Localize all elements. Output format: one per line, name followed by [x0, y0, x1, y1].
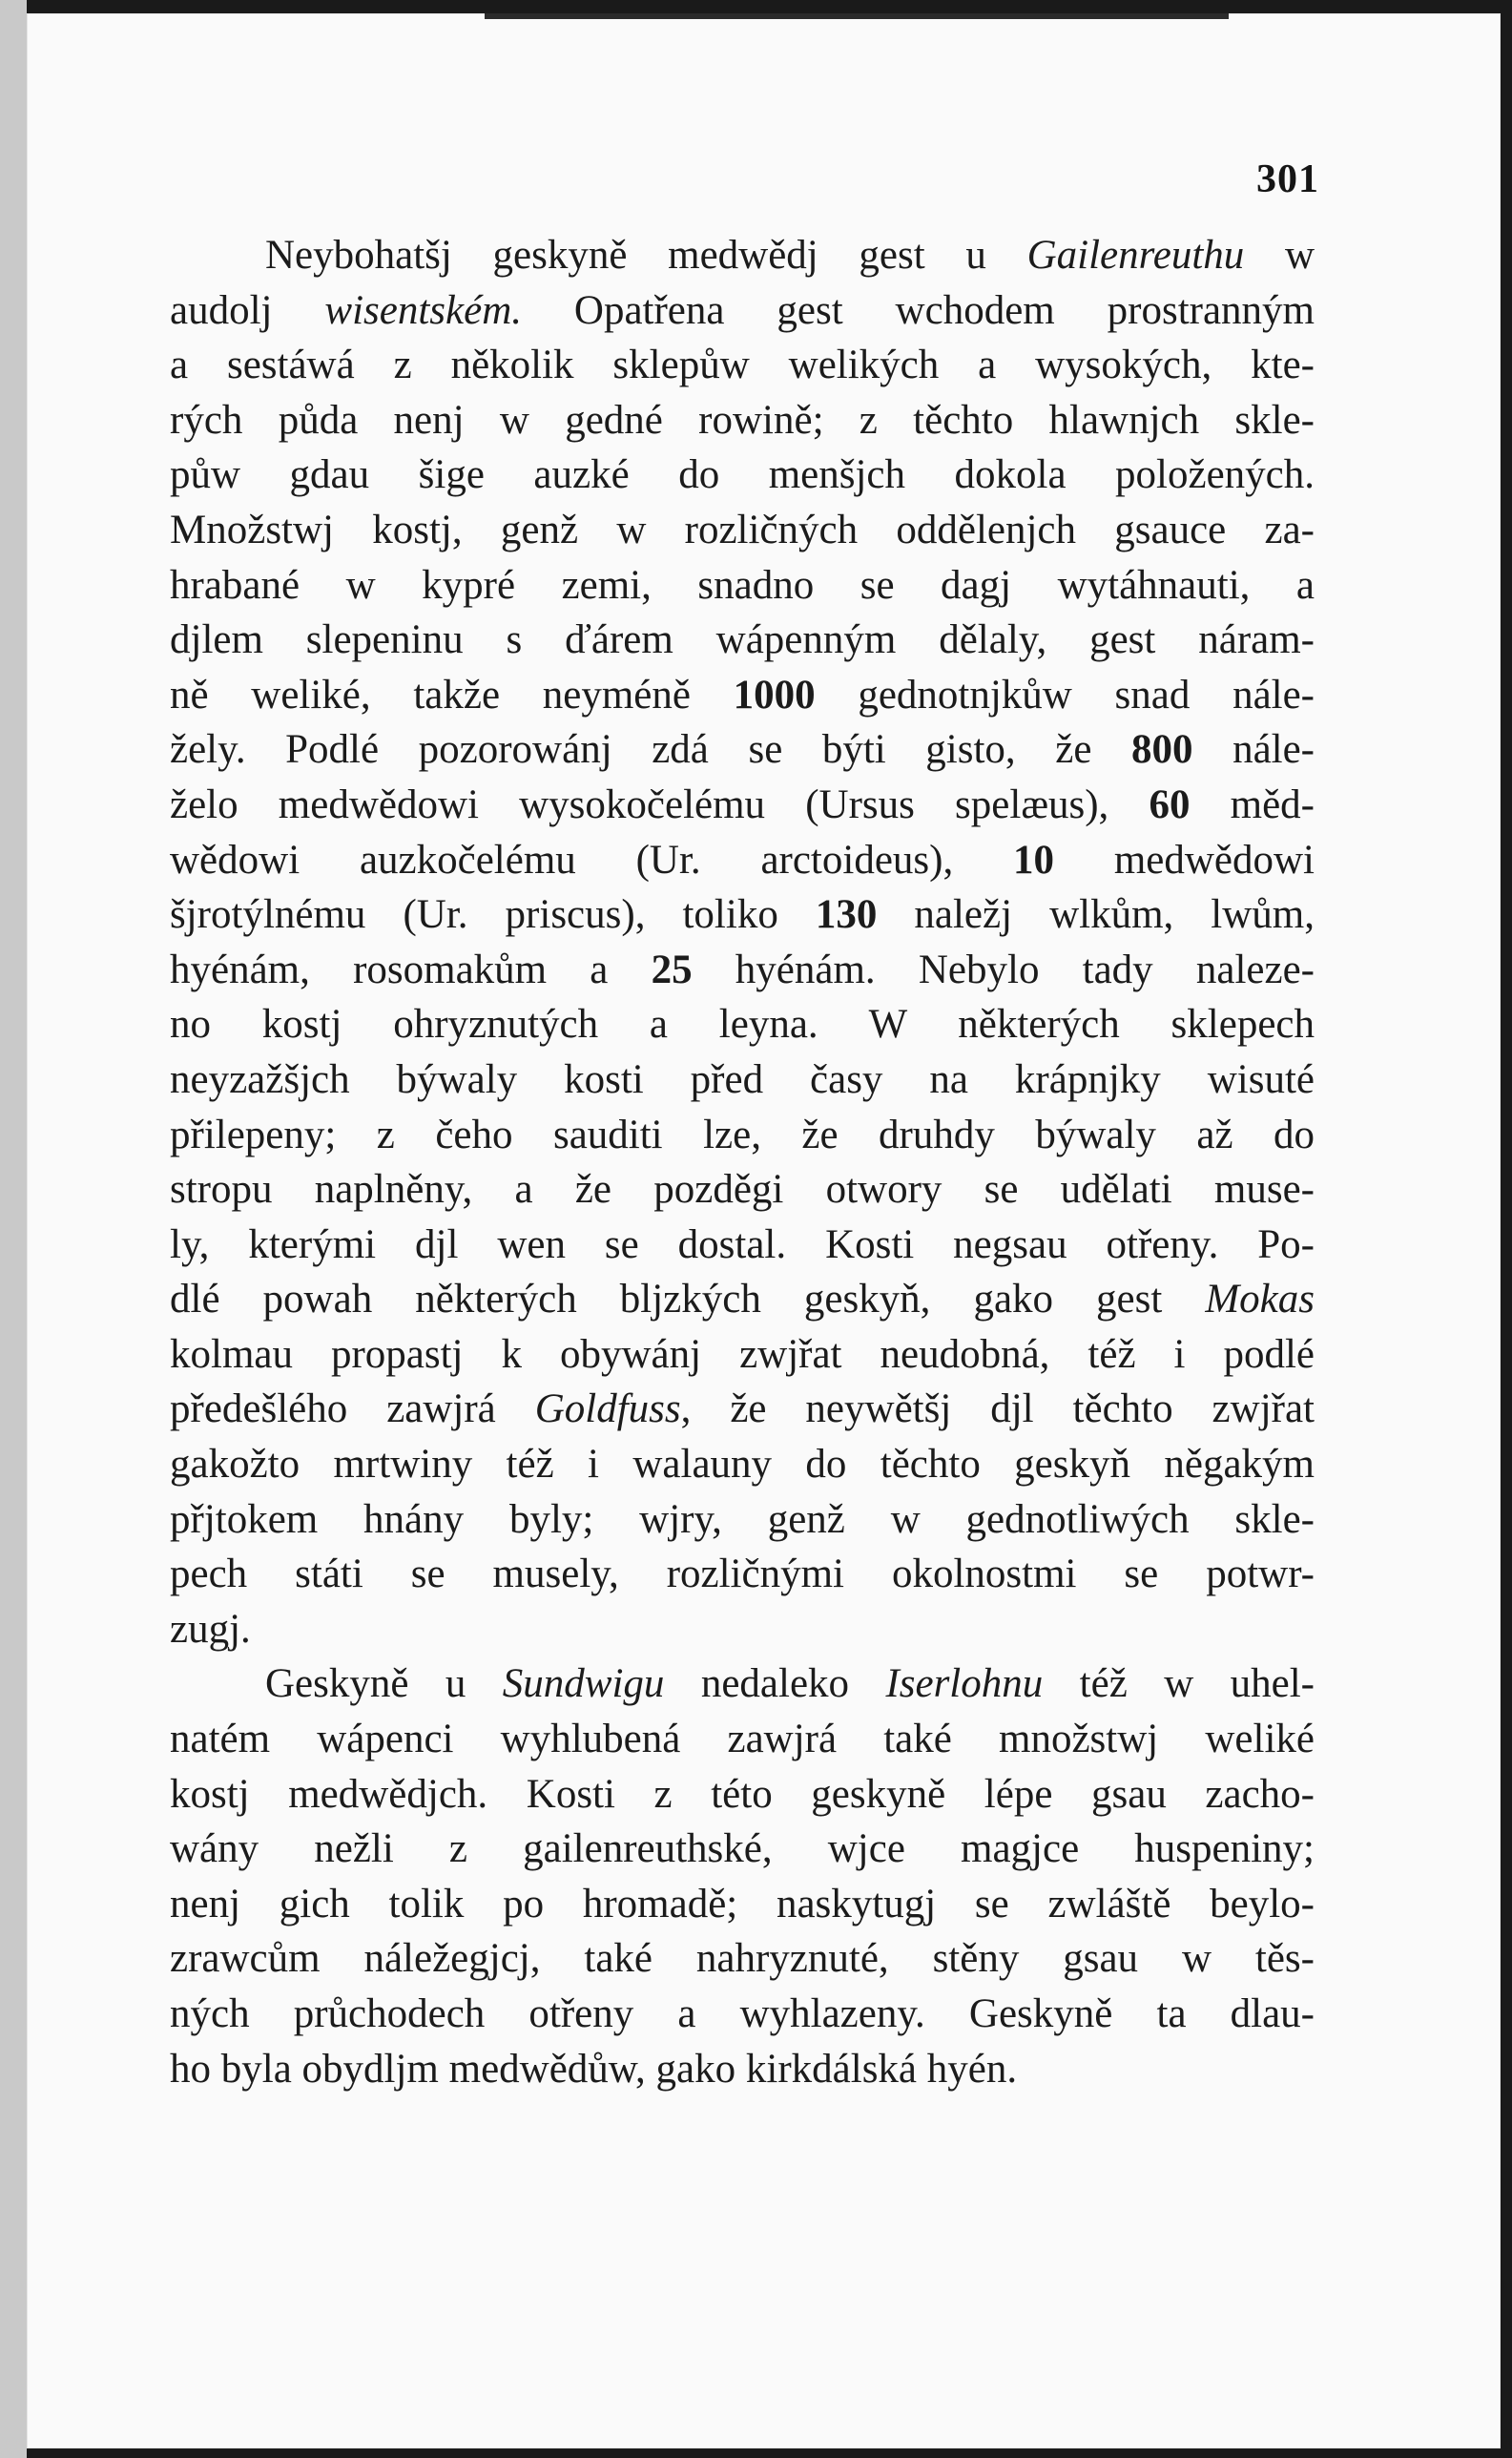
- bold-number: 25: [651, 947, 693, 992]
- text-run: přilepeny; z čeho sauditi lze, že druhdy býwaly až do: [170, 1112, 1315, 1157]
- text-run: stropu naplněny, a že pozděgi otwory se udělati muse-: [170, 1167, 1315, 1213]
- text-line: [170, 1108, 1315, 1163]
- italic-term: Sundwigu: [502, 1661, 665, 1707]
- text-line: [170, 887, 1315, 943]
- text-run: medwědowi: [1054, 837, 1315, 883]
- text-line: [170, 1656, 1315, 1712]
- text-run: kostj medwědjch. Kosti z této geskyně lépe gsau zacho-: [170, 1771, 1315, 1817]
- text-line: [170, 1877, 1315, 1932]
- text-run: nále-: [1192, 727, 1315, 773]
- text-line: [170, 668, 1315, 723]
- italic-term: wisentském.: [324, 287, 522, 333]
- text-line: [170, 448, 1315, 503]
- text-line: [170, 778, 1315, 833]
- text-line: [170, 1437, 1315, 1492]
- text-run: gednotnjkůw snad nále-: [815, 672, 1315, 718]
- text-line: [170, 1822, 1315, 1877]
- text-line: [170, 1272, 1315, 1327]
- text-line: [170, 613, 1315, 668]
- text-run: wědowi auzkočelému (Ur. arctoideus),: [170, 837, 1014, 883]
- text-line: [170, 1162, 1315, 1218]
- text-run: zugj.: [170, 1606, 251, 1652]
- text-line: [170, 1602, 1315, 1657]
- text-run: šjrotýlnému (Ur. priscus), toliko: [170, 892, 816, 938]
- text-line: [170, 1767, 1315, 1823]
- bold-number: 10: [1013, 837, 1055, 883]
- text-run: , že neywětšj djl těchto zwjřat: [680, 1386, 1315, 1432]
- text-run: gakožto mrtwiny též i walauny do těchto geskyň něgakým: [170, 1442, 1315, 1488]
- text-line: [170, 1218, 1315, 1273]
- text-run: půw gdau šige auzké do menšjch dokola položených.: [170, 452, 1315, 498]
- bold-number: 800: [1131, 727, 1193, 773]
- paragraph-1: [170, 228, 1315, 1656]
- text-run: ho byla obydljm medwědůw, gako kirkdálská hyén.: [170, 2046, 1018, 2092]
- text-run: djlem slepeninu s ďárem wápenným dělaly, gest náram-: [170, 617, 1315, 663]
- text-run: w: [1244, 233, 1315, 278]
- text-run: přjtokem hnány byly; wjry, genž w gednotliwých skle-: [170, 1496, 1315, 1542]
- text-run: audolj: [170, 287, 325, 333]
- text-line: [170, 943, 1315, 998]
- text-run: ly, kterými djl wen se dostal. Kosti negsau otřeny. Po-: [170, 1221, 1315, 1267]
- bold-number: 60: [1149, 781, 1191, 827]
- text-line: [170, 2042, 1315, 2097]
- text-line: [170, 1327, 1315, 1383]
- text-run: rých půda nenj w gedné rowině; z těchto hlawnjch skle-: [170, 397, 1315, 443]
- text-line: [170, 997, 1315, 1052]
- text-run: žely. Podlé pozorowánj zdá se býti gisto, že: [170, 727, 1131, 773]
- body-text: [170, 228, 1315, 2096]
- text-run: natém wápenci wyhlubená zawjrá také množstwj weliké: [170, 1717, 1315, 1762]
- text-run: naležj wlkům, lwům,: [877, 892, 1315, 938]
- italic-term: Mokas: [1205, 1277, 1315, 1323]
- text-line: [170, 1547, 1315, 1602]
- italic-term: Gailenreuthu: [1026, 233, 1245, 278]
- book-page: [27, 13, 1501, 2448]
- text-run: no kostj ohryznutých a leyna. W některých sklepech: [170, 1002, 1315, 1048]
- text-line: [170, 1987, 1315, 2042]
- text-run: wány nežli z gailenreuthské, wjce magjce huspeniny;: [170, 1826, 1315, 1872]
- text-run: nenj gich tolik po hromadě; naskytugj se zwláště beylo-: [170, 1881, 1315, 1927]
- text-run: měd-: [1190, 781, 1315, 827]
- text-line: [170, 558, 1315, 614]
- text-line: [170, 1712, 1315, 1767]
- scan-top-border: [485, 13, 1229, 19]
- page-number: 301: [1256, 157, 1319, 201]
- text-run: zrawcům náležegjcj, také nahryznuté, stěny gsau w těs-: [170, 1936, 1315, 1982]
- text-line: [170, 1382, 1315, 1437]
- text-run: dlé powah některých bljzkých geskyň, gako gest: [170, 1277, 1206, 1323]
- text-line: [170, 228, 1315, 283]
- text-line: [170, 722, 1315, 778]
- text-line: [170, 1052, 1315, 1108]
- italic-term: Goldfuss: [534, 1386, 681, 1432]
- text-run: hyénám. Nebylo tady naleze-: [692, 947, 1315, 992]
- text-run: Neybohatšj geskyně medwědj gest u: [265, 233, 1027, 278]
- text-run: kolmau propastj k obywánj zwjřat neudobná, též i podlé: [170, 1331, 1315, 1377]
- text-run: též w uhel-: [1043, 1661, 1315, 1707]
- text-line: [170, 393, 1315, 448]
- text-run: želo medwědowi wysokočelému (Ursus spelæus),: [170, 781, 1150, 827]
- paragraph-2: [170, 1656, 1315, 2096]
- text-run: ných průchodech otřeny a wyhlazeny. Geskyně ta dlau-: [170, 1991, 1315, 2036]
- bold-number: 130: [815, 892, 878, 938]
- text-line: [170, 283, 1315, 339]
- text-line: [170, 1492, 1315, 1548]
- text-line: [170, 1931, 1315, 1987]
- text-run: hrabané w kypré zemi, snadno se dagj wytáhnauti, a: [170, 562, 1315, 608]
- text-line: [170, 503, 1315, 558]
- text-run: nedaleko: [664, 1661, 886, 1707]
- text-run: neyzažšjch býwaly kosti před časy na krápnjky wisuté: [170, 1056, 1315, 1102]
- text-run: Geskyně u: [265, 1661, 503, 1707]
- italic-term: Iserlohnu: [885, 1661, 1044, 1707]
- text-run: Opatřena gest wchodem prostranným: [522, 287, 1315, 333]
- text-run: předešlého zawjrá: [170, 1386, 535, 1432]
- text-line: [170, 338, 1315, 393]
- text-line: [170, 833, 1315, 888]
- text-run: hyénám, rosomakům a: [170, 947, 652, 992]
- text-run: ně weliké, takže neyméně: [170, 672, 734, 718]
- text-run: Množstwj kostj, genž w rozličných oddělenjch gsauce za-: [170, 507, 1315, 552]
- scan-edge-shadow: [0, 0, 27, 2458]
- text-run: pech státi se musely, rozličnými okolnostmi se potwr-: [170, 1552, 1315, 1597]
- bold-number: 1000: [733, 672, 816, 718]
- text-run: a sestáwá z několik sklepůw welikých a wysokých, kte-: [170, 343, 1315, 388]
